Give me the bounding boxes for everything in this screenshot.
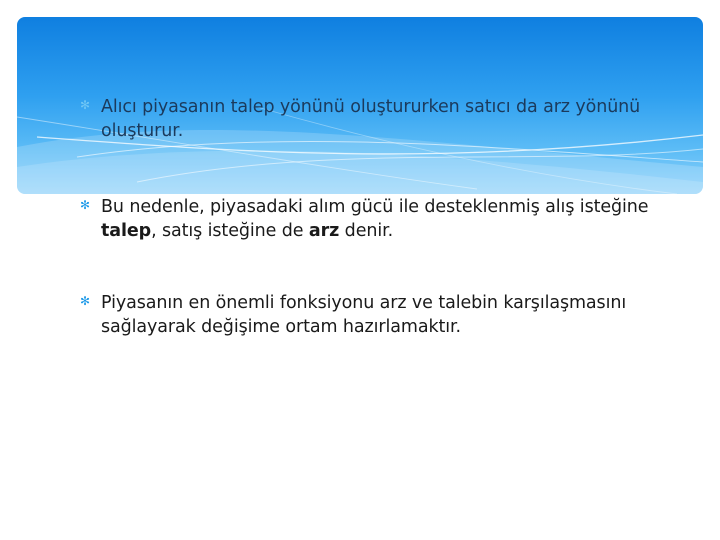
asterisk-bullet-icon: ✻ (80, 294, 91, 308)
bullet-text-part: Bu nedenle, piyasadaki alım gücü ile desteklenmiş alış isteğine (101, 197, 649, 217)
bullet-text-part: , satış isteğine de (151, 221, 309, 241)
asterisk-bullet-icon: ✻ (80, 98, 91, 112)
bullet-text-part: denir. (339, 221, 394, 241)
bold-term-arz: arz (308, 221, 340, 241)
asterisk-bullet-icon: ✻ (80, 198, 91, 212)
bullet-text: Alıcı piyasanın talep yönünü oluştururken satıcı da arz yönünü oluşturur. (101, 97, 641, 141)
bullet-text: Piyasanın en önemli fonksiyonu arz ve talebin karşılaşmasını sağlayarak değişime ortam hazırlamaktır. (101, 293, 627, 337)
bullet-text (101, 195, 661, 243)
bold-term-talep: talep (101, 221, 152, 241)
